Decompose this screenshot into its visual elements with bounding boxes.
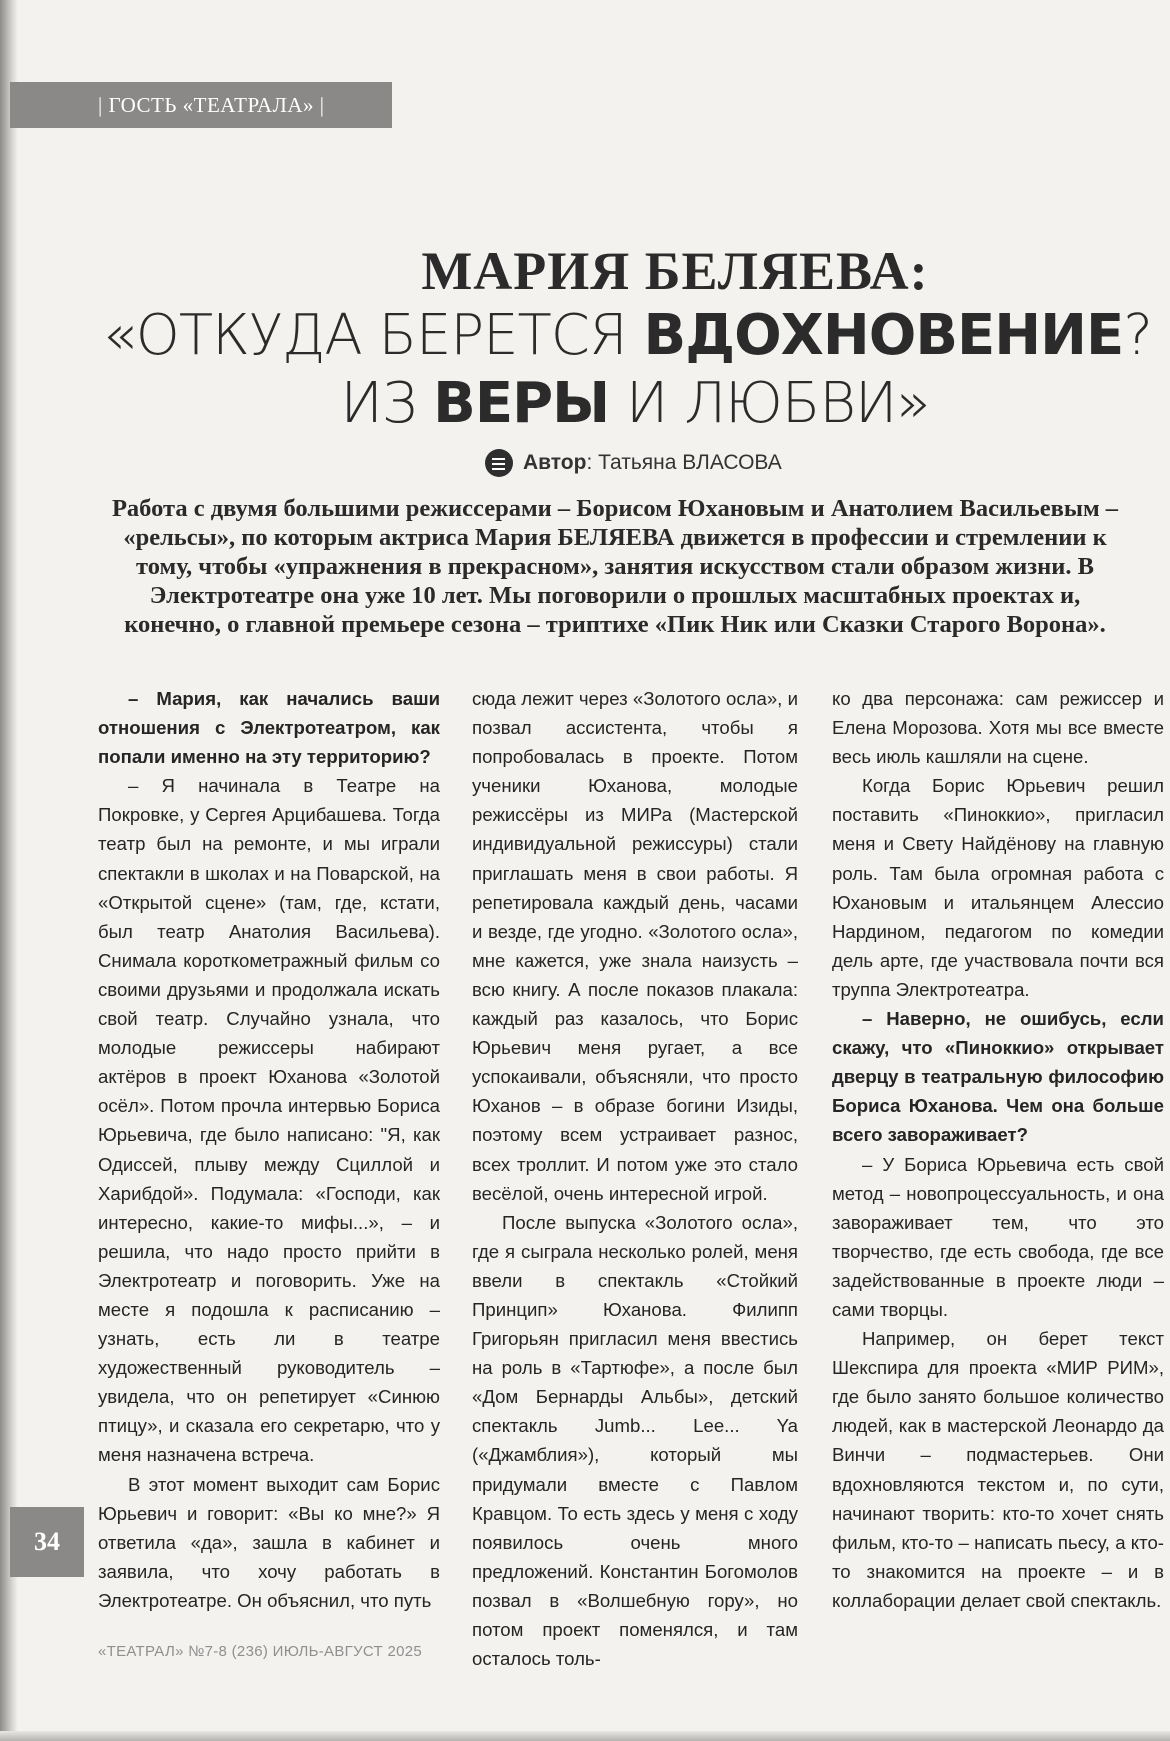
lead-paragraph: Работа с двумя большими режиссерами – Борисом Юхановым и Анатолием Васильевым – «рельсы», по которым актриса Мария БЕЛЯЕВА движется в профессии и стремлении к тому, чтобы «упражнения в прекрасном», занятия искусством стали образом жизни. В Электротеатре она уже 10 лет. Мы поговорили о прошлых масштабных проектах и, конечно, о главной премьере сезона – триптихе «Пик Ник или Сказки Старого Ворона». <box>111 495 1119 638</box>
title-line-3-c: И ЛЮБВИ» <box>609 371 930 436</box>
paragraph: сюда лежит через «Золотого осла», и позвал ассистента, чтобы я попробовалась в проекте. Потом ученики Юханова, молодые режиссёры из МИРа (Мастерской индивидуальной режиссуры) стали приглашать меня в свои работы. Я репетировала каждый день, часами и везде, где угодно. «Золотого осла», мне кажется, уже знала наизусть – всю книгу. А после показов плакала: каждый раз казалось, что Борис Юрьевич меня ругает, а все успокаивали, объясняли, что просто Юханов – в образе богини Изиды, поэтому всем устраивает разнос, всех троллит. И потом уже это стало весёлой, очень интересной игрой. <box>472 688 798 1204</box>
title-line-3 <box>100 370 1170 438</box>
column-3 <box>832 684 1164 1615</box>
byline-label: Автор <box>523 451 587 474</box>
article-title <box>60 240 1170 438</box>
column-1 <box>98 684 440 1615</box>
page-edge-shadow <box>0 1731 1170 1741</box>
spine-shadow <box>0 0 18 1741</box>
column-2 <box>472 684 798 1673</box>
title-line-1: МАРИЯ БЕЛЯЕВА: <box>421 241 929 301</box>
page-number: 34 <box>10 1507 84 1577</box>
answer-paragraph: – Я начинала в Театре на Покровке, у Сергея Арцибашева. Тогда театр был на ремонте, и мы играли спектакли в школах и на Поварской, на «Открытой сцене» (там, где, кстати, был театр Анатолия Васильева). Снимала короткометражный фильм со своими друзьями и продолжала искать свой театр. Случайно узнала, что молодые режиссеры набирают актёров в проект Юханова «Золотой осёл». Потом прочла интервью Бориса Юрьевича, где было написано: "Я, как Одиссей, плыву между Сциллой и Харибдой». Подумала: «Господи, как интересно, какие-то мифы...», – и решила, что надо просто прийти в Электротеатр и поговорить. Уже на месте я подошла к расписанию – узнать, есть ли в театре художественный руководитель – увидела, что он репетирует «Синюю птицу», и сказала его секретарю, что у меня назначена встреча. <box>98 775 440 1466</box>
title-word-inspiration: ВДОХНОВЕНИЕ <box>643 303 1124 368</box>
paragraph: После выпуска «Золотого осла», где я сыграла несколько ролей, меня ввели в спектакль «Стойкий Принцип» Юханова. Филипп Григорьян пригласил меня ввестись на роль в «Тартюфе», а после был «Дом Бернарды Альбы», детский спектакль Jumb... Lee... Ya («Джамблия»), который мы придумали вместе с Павлом Кравцом. То есть здесь у меня с ходу появилось очень много предложений. Константин Богомолов позвал в «Волшебную гору», но потом проект поменялся, и там осталось толь- <box>472 1211 798 1670</box>
question: – Наверно, не ошибусь, если скажу, что «Пиноккио» открывает дверцу в театральную философию Бориса Юханова. Чем она больше всего завораживает? <box>832 1008 1164 1146</box>
title-line-2-c: ? <box>1123 303 1152 368</box>
author-icon <box>485 449 513 477</box>
byline-name: : Татьяна ВЛАСОВА <box>586 451 782 474</box>
byline <box>485 449 782 477</box>
section-label: | ГОСТЬ «ТЕАТРАЛА» | <box>10 82 392 128</box>
title-line-2-a: «ОТКУДА БЕРЕТСЯ <box>102 303 644 368</box>
paragraph: Когда Борис Юрьевич решил поставить «Пиноккио», пригласил меня и Свету Найдёнову на главную роль. Там была огромная работа с Юхановым и итальянцем Алессио Нардином, педагогом по комедии дель арте, где участвовала почти вся труппа Электротеатра. <box>832 775 1164 1000</box>
title-word-faith: ВЕРЫ <box>433 371 610 436</box>
footer-issue: «ТЕАТРАЛ» №7-8 (236) ИЮЛЬ-АВГУСТ 2025 <box>98 1643 423 1660</box>
title-line-2 <box>60 302 1170 370</box>
answer-paragraph: – У Бориса Юрьевича есть свой метод – новопроцессуальность, и она завораживает тем, что это творчество, где есть свобода, где все задействованные в проекте люди – сами творцы. <box>832 1153 1164 1320</box>
question: – Мария, как начались ваши отношения с Электротеатром, как попали именно на эту территорию? <box>98 688 440 768</box>
paragraph: Например, он берет текст Шекспира для проекта «МИР РИМ», где было занято большое количество людей, как в мастерской Леонардо да Винчи – подмастерьев. Они вдохновляются текстом и, по сути, начинают творить: кто-то хочет снять фильм, кто-то – написать пьесу, а кто-то знакомится на проекте – и в коллаборации делает свой спектакль. <box>832 1328 1164 1611</box>
paragraph: В этот момент выходит сам Борис Юрьевич и говорит: «Вы ко мне?» Я ответила «да», зашла в кабинет и заявила, что хочу работать в Электротеатре. Он объяснил, что путь <box>98 1473 440 1611</box>
paragraph: ко два персонажа: сам режиссер и Елена Морозова. Хотя мы все вместе весь июль кашляли на сцене. <box>832 688 1164 768</box>
title-line-3-a: ИЗ <box>340 371 434 436</box>
